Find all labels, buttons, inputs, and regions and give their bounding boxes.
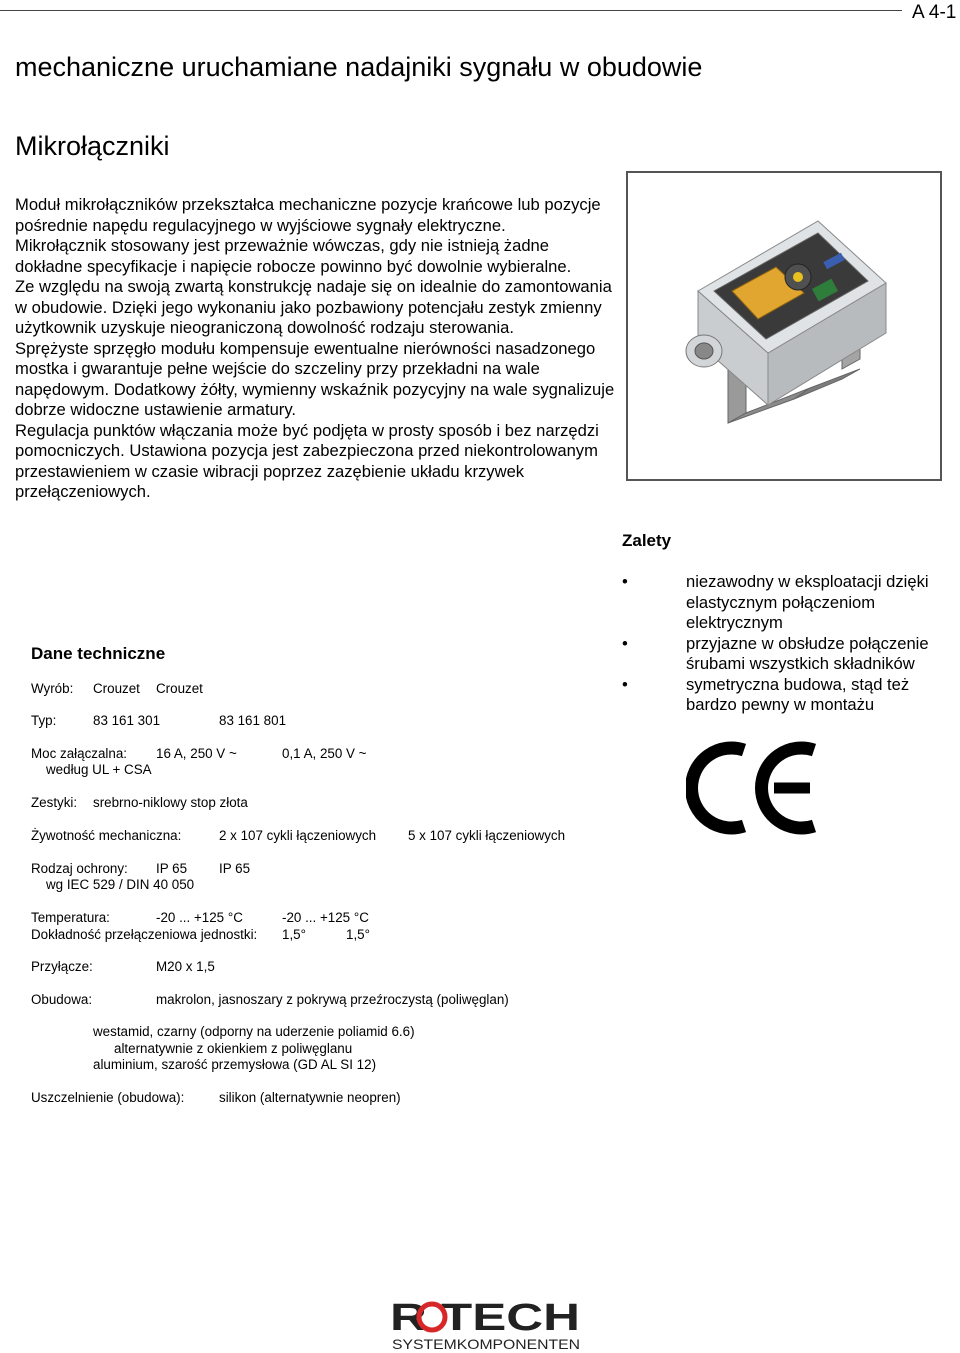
uszczelnienie-label: Uszczelnienie (obudowa): bbox=[31, 1090, 185, 1105]
bullet-icon: • bbox=[622, 633, 628, 653]
ce-mark-icon bbox=[686, 738, 821, 838]
przylacze-label: Przyłącze: bbox=[31, 959, 93, 974]
obudowa-label: Obudowa: bbox=[31, 992, 93, 1007]
list-item bbox=[622, 572, 952, 634]
page-number: A 4-1 bbox=[912, 2, 957, 23]
obudowa-alt-2: alternatywnie z okienkiem z poliwęglanu bbox=[114, 1041, 353, 1056]
zywotnosc-value-2: 5 x 107 cykli łączeniowych bbox=[408, 828, 566, 843]
header-rule bbox=[0, 10, 902, 11]
rodzaj-value-2: IP 65 bbox=[219, 861, 251, 876]
rodzaj-label: Rodzaj ochrony: bbox=[31, 861, 128, 876]
rodzaj-sub: wg IEC 529 / DIN 40 050 bbox=[46, 877, 195, 892]
moc-sub: według UL + CSA bbox=[46, 762, 152, 777]
zestyki-value: srebrno-niklowy stop złota bbox=[93, 795, 248, 810]
dokladnosc-value-1: 1,5° bbox=[282, 927, 306, 942]
bullet-icon: • bbox=[622, 572, 628, 591]
obudowa-alt-3: aluminium, szarość przemysłowa (GD AL SI 12) bbox=[93, 1057, 377, 1072]
intro-text bbox=[15, 195, 615, 503]
intro-paragraph: Mikrołącznik stosowany jest przeważnie wówczas, gdy nie istnieją żadne dokładne specyfikacje i napięcie robocze powinno być dowolnie wybieralne. bbox=[15, 236, 572, 276]
typ-value-1: 83 161 301 bbox=[93, 713, 161, 728]
dokladnosc-value-2: 1,5° bbox=[346, 927, 370, 942]
advantage-text: przyjazne w obsłudze połączenie śrubami wszystkich składników bbox=[686, 633, 929, 673]
moc-label: Moc załączalna: bbox=[31, 746, 128, 761]
advantages-title: Zalety bbox=[622, 531, 672, 550]
dokladnosc-label: Dokładność przełączeniowa jednostki: bbox=[31, 927, 258, 942]
temperatura-value-2: -20 ... +125 °C bbox=[282, 910, 369, 925]
wyrob-value-2: Crouzet bbox=[156, 681, 203, 696]
product-photo bbox=[626, 171, 942, 481]
list-item bbox=[622, 675, 952, 716]
moc-value-1: 16 A, 250 V ~ bbox=[156, 746, 237, 761]
obudowa-alt-1: westamid, czarny (odporny na uderzenie poliamid 6.6) bbox=[93, 1024, 415, 1039]
temperatura-value-1: -20 ... +125 °C bbox=[156, 910, 243, 925]
wyrob-value-1: Crouzet bbox=[93, 681, 140, 696]
switch-box-illustration bbox=[628, 173, 940, 479]
zestyki-label: Zestyki: bbox=[31, 795, 78, 810]
intro-paragraph: Ze względu na swoją zwartą konstrukcję nadaje się on idealnie do zamontowania w obudowie. Dzięki jego wykonaniu jako pozbawiony potencjału zestyk zmienny użytkownik uzyskuje nieograniczoną dowolność rodzaju sterowania. bbox=[15, 277, 612, 337]
wyrob-label: Wyrób: bbox=[31, 681, 74, 696]
przylacze-value: M20 x 1,5 bbox=[156, 959, 215, 974]
advantages-list bbox=[622, 572, 952, 716]
intro-paragraph: Sprężyste sprzęgło modułu kompensuje ewentualne nierówności nasadzonego mostka i gwarantuje pełne wejście do szczeliny przy przekładni na wale napędowym. Dodatkowy żółty, wymienny wskaźnik pozycyjny na wale sygnalizuje dobrze widoczne ustawienie armatury. bbox=[15, 338, 615, 419]
intro-paragraph: Regulacja punktów włączania może być podjęta w prosty sposób i bez narzędzi pomocniczych. Ustawiona pozycja jest zabezpieczona przed niekontrolowanym przestawieniem w czasie wibracji poprzez zazębienie układu krzywek przełączeniowych. bbox=[15, 420, 599, 501]
intro-paragraph: Moduł mikrołączników przekształca mechaniczne pozycje krańcowe lub pozycje pośrednie napędu regulacyjnego w wyjściowe sygnały elektryczne. bbox=[15, 195, 601, 235]
uszczelnienie-value: silikon (alternatywnie neopren) bbox=[219, 1090, 401, 1105]
rotech-logo bbox=[388, 1296, 582, 1352]
typ-value-2: 83 161 801 bbox=[219, 713, 287, 728]
temperatura-label: Temperatura: bbox=[31, 910, 110, 925]
svg-text:R TECH: R TECH bbox=[390, 1297, 580, 1339]
zywotnosc-value-1: 2 x 107 cykli łączeniowych bbox=[219, 828, 377, 843]
typ-label: Typ: bbox=[31, 713, 57, 728]
advantage-text: niezawodny w eksploatacji dzięki elastycznym połączeniom elektrycznym bbox=[686, 572, 929, 632]
tech-data-heading: Dane techniczne bbox=[31, 644, 166, 663]
list-item bbox=[622, 634, 952, 675]
bullet-icon: • bbox=[622, 674, 628, 694]
document-title: mechaniczne uruchamiane nadajniki sygnału w obudowie bbox=[15, 52, 703, 82]
rodzaj-value-1: IP 65 bbox=[156, 861, 188, 876]
obudowa-value: makrolon, jasnoszary z pokrywą przeźroczystą (poliwęglan) bbox=[156, 992, 509, 1007]
moc-value-2: 0,1 A, 250 V ~ bbox=[282, 746, 367, 761]
section-title: Mikrołączniki bbox=[15, 131, 170, 161]
advantage-text: symetryczna budowa, stąd też bardzo pewny w montażu bbox=[686, 674, 910, 714]
svg-text:SYSTEMKOMPONENTEN: SYSTEMKOMPONENTEN bbox=[392, 1336, 580, 1352]
zywotnosc-label: Żywotność mechaniczna: bbox=[31, 828, 182, 843]
